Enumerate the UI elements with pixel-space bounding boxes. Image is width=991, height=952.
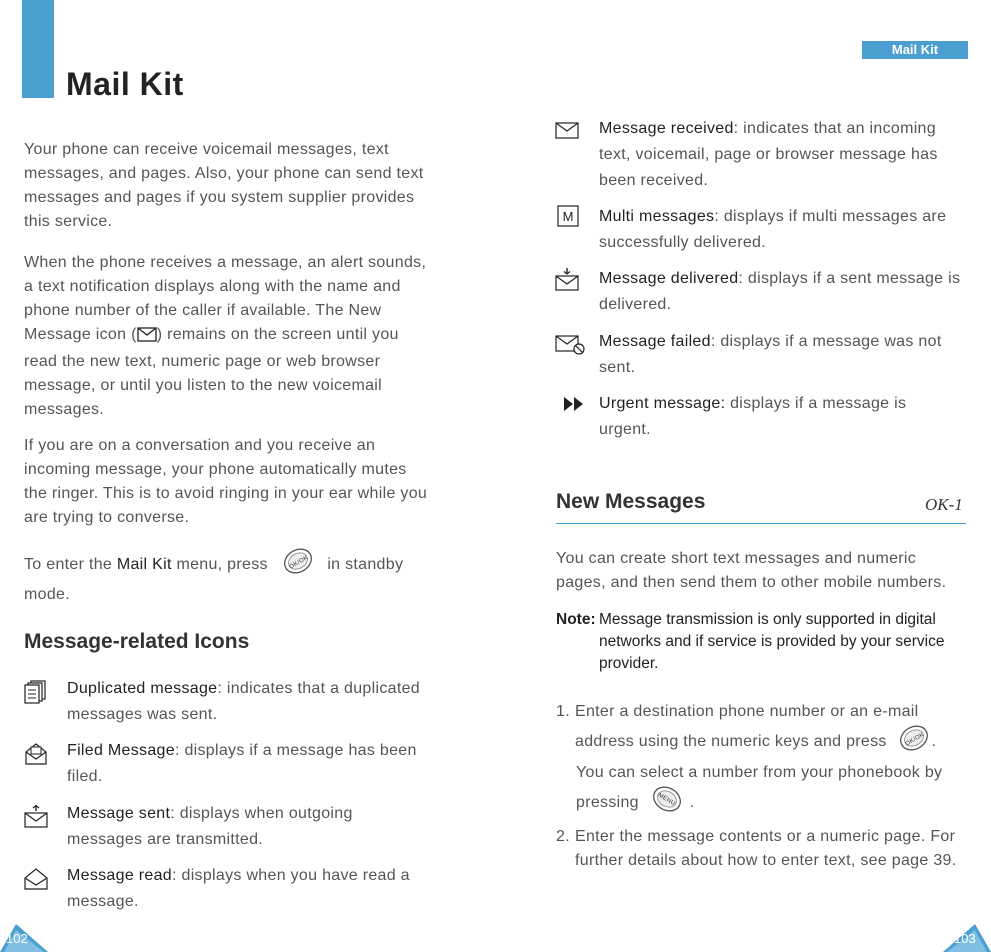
section-divider	[556, 523, 966, 524]
page-number: 102	[6, 931, 28, 946]
note-block: Note:	[556, 611, 596, 628]
list-item: Message sent: displays when outgoing messages are transmitted.	[67, 805, 353, 848]
icons-heading: Message-related Icons	[24, 630, 250, 653]
intro-paragraph: Your phone can receive voicemail messages, text messages, and pages. Also, your phone can send text messages and pages if you system supplier provides this service.	[24, 141, 424, 230]
page-number-badge-right	[943, 924, 991, 952]
list-item: Message read: displays when you have read a message.	[67, 867, 410, 910]
svg-text:OK/OK: OK/OK	[905, 732, 926, 748]
page-number: 103	[954, 931, 976, 946]
message-read-icon	[24, 867, 48, 896]
shortcut-label: OK-1	[925, 495, 963, 514]
section-heading: New Messages	[556, 490, 706, 513]
svg-text:M: M	[562, 209, 574, 224]
mute-paragraph: If you are on a conversation and you receive an incoming message, your phone automatically mutes the ringer. This is to avoid ringing in your ear while you are trying to converse.	[24, 437, 428, 526]
page-number-badge-left	[0, 924, 48, 952]
multi-messages-icon	[557, 205, 579, 232]
step-1: Enter a destination phone number or an e-mail address using the numeric keys and press OK/OK .	[575, 700, 955, 760]
ok-key-icon	[281, 547, 315, 583]
list-item: Filed Message: displays if a message has been filed.	[67, 742, 417, 785]
new-message-icon	[137, 326, 157, 350]
step-number: 2.	[556, 828, 570, 845]
urgent-icon	[563, 396, 585, 417]
step-2: Enter the message contents or a numeric page. For further details about how to enter text, see page 39.	[575, 828, 957, 869]
step-1-sub: You can select a number from your phonebook by pressing MENU .	[576, 761, 956, 821]
title-accent-bar	[22, 0, 54, 98]
section-tag: Mail Kit	[862, 41, 968, 59]
list-item: Duplicated message: indicates that a duplicated messages was sent.	[67, 680, 420, 723]
menu-key-icon	[650, 785, 684, 821]
list-item: Urgent message: displays if a message is urgent.	[599, 395, 907, 438]
list-item: Message failed: displays if a message was not sent.	[599, 333, 942, 376]
alert-paragraph: When the phone receives a message, an alert sounds, a text notification displays along with the name and phone number of the caller if available. The New Message icon ( ) remains on the screen until you read the new text, numeric page or web browser message, or until you listen to the new voicemail messages.	[24, 254, 427, 418]
message-sent-icon	[24, 805, 48, 834]
note-text: Message transmission is only supported in digital networks and if service is provided by your service provider.	[599, 611, 945, 672]
list-item: Message delivered: displays if a sent message is delivered.	[599, 270, 961, 313]
page-title: Mail Kit	[66, 66, 184, 102]
list-item: Message received: indicates that an incoming text, voicemail, page or browser message has been received.	[599, 120, 938, 189]
envelope-icon	[555, 118, 579, 147]
svg-text:OK/OK: OK/OK	[288, 555, 309, 571]
list-item: Multi messages: displays if multi messages are successfully delivered.	[599, 208, 947, 251]
new-messages-intro: You can create short text messages and numeric pages, and then send them to other mobile numbers.	[556, 550, 947, 591]
enter-mailkit-paragraph: To enter the Mail Kit menu, press OK/OK in standby mode.	[24, 547, 424, 607]
svg-text:MENU: MENU	[656, 792, 676, 808]
filed-message-icon	[24, 742, 48, 771]
ok-key-icon	[897, 724, 931, 760]
step-number: 1.	[556, 703, 570, 720]
message-delivered-icon	[555, 268, 579, 297]
duplicate-message-icon	[24, 680, 48, 709]
message-failed-icon	[555, 332, 587, 361]
